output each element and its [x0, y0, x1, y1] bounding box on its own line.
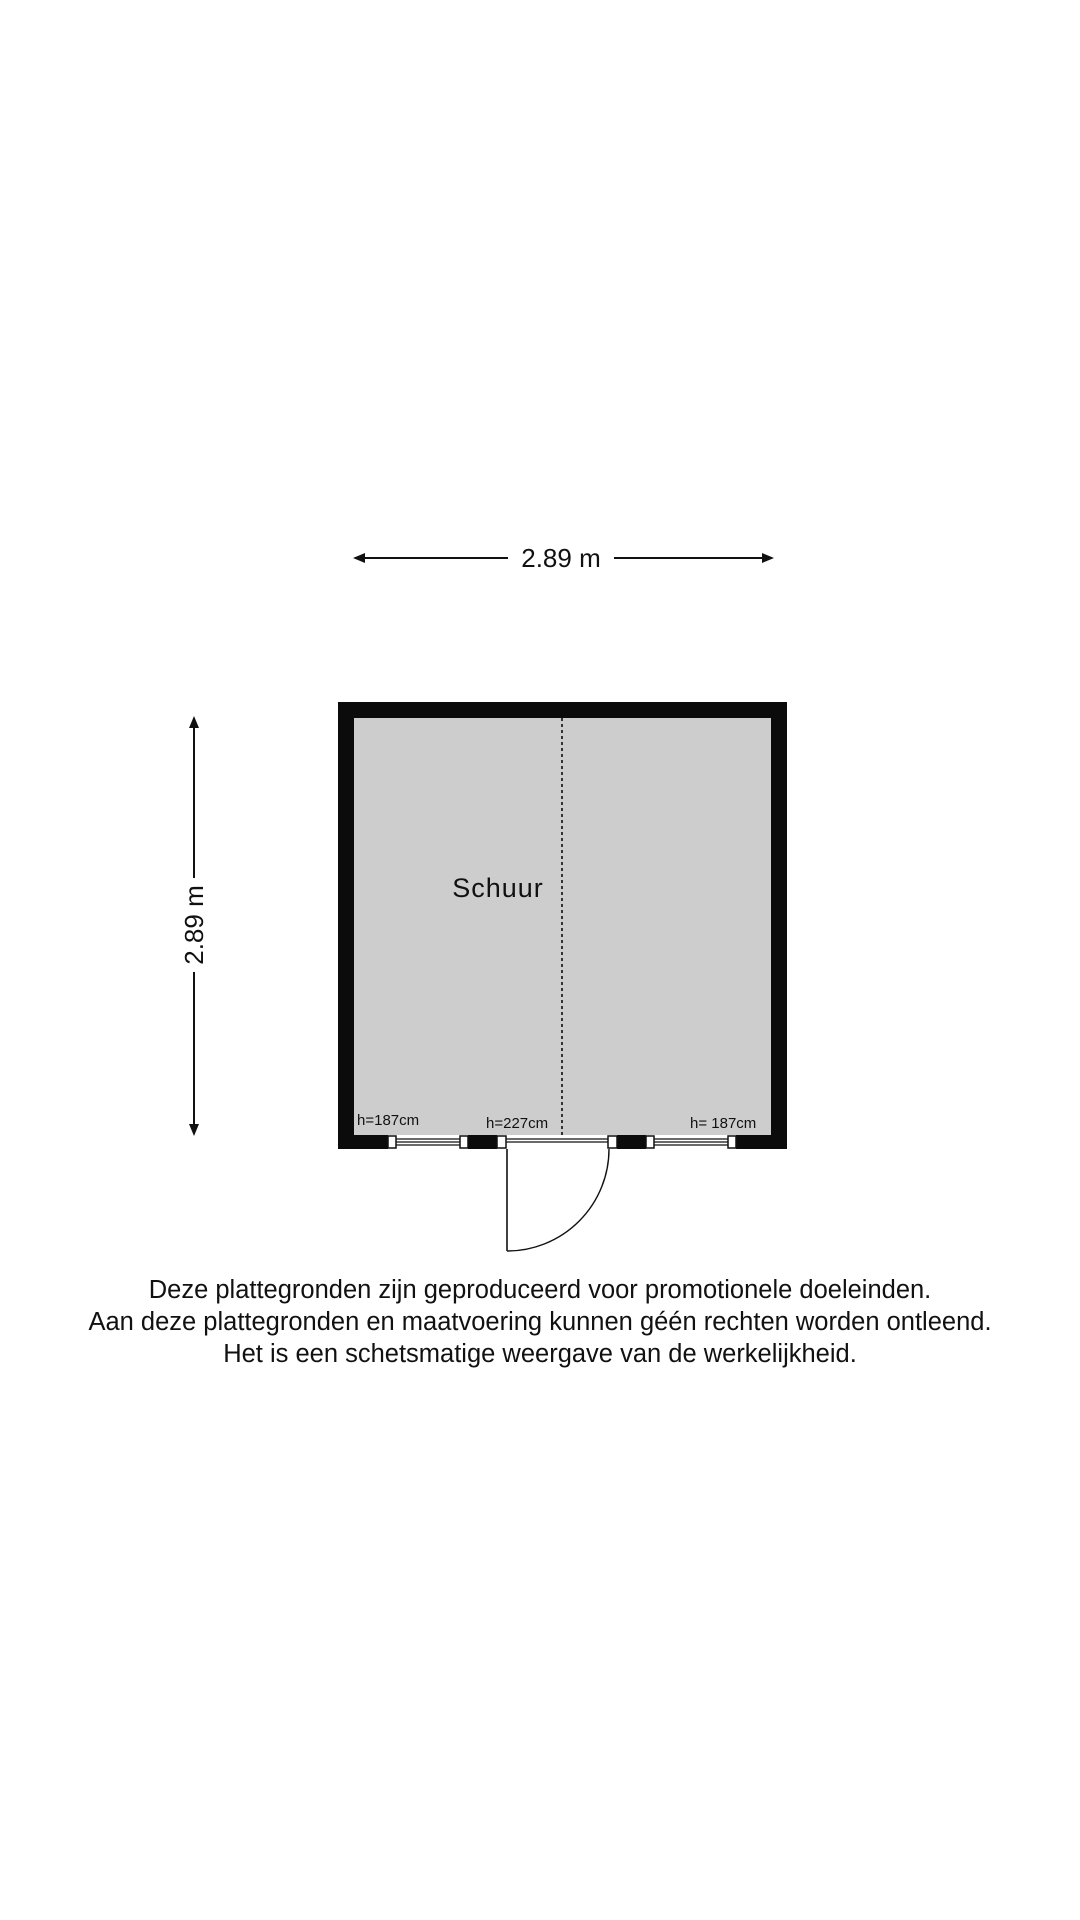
disclaimer	[0, 1274, 1080, 1370]
width-dimension-label: 2.89 m	[521, 543, 601, 573]
disclaimer-line-1: Deze plattegronden zijn geproduceerd voor promotionele doeleinden.	[148, 1276, 932, 1304]
width-dimension	[355, 543, 772, 573]
door	[497, 1135, 617, 1251]
depth-dimension-label: 2.89 m	[179, 885, 209, 965]
right-window-height-label: h= 187cm	[690, 1115, 757, 1132]
disclaimer-line-3: Het is een schetsmatige weergave van de werkelijkheid.	[223, 1340, 857, 1368]
room-label: Schuur	[452, 873, 544, 903]
right-window	[646, 1135, 736, 1149]
disclaimer-line-2: Aan deze plattegronden en maatvoering kunnen géén rechten worden ontleend.	[88, 1308, 992, 1336]
shed	[338, 702, 787, 1251]
door-height-label: h=227cm	[486, 1115, 549, 1132]
door-swing-arc	[507, 1149, 609, 1251]
depth-dimension	[179, 718, 209, 1134]
left-window	[388, 1135, 468, 1149]
left-window-height-label: h=187cm	[357, 1112, 420, 1129]
